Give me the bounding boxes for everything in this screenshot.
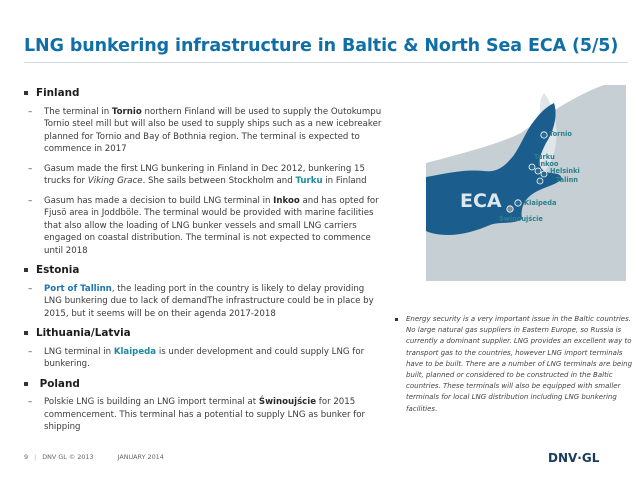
list-item: – The terminal in Tornio northern Finland will be used to supply the Outokumpu Tornio steel mill but will also be used to supply ships such as a new icebreaker planned for Tornio and Bay of Bothnia region. The terminal is expected to commence in 2017 <box>28 106 382 154</box>
slide-footer: 9 | DNV GL © 2013 JANUARY 2014 <box>24 453 164 461</box>
square-bullet-icon <box>395 318 398 321</box>
copyright-text: DNV GL © 2013 <box>42 453 94 461</box>
list-item: – Port of Tallinn, the leading port in the country is likely to delay providing LNG bunkering due to lack of demandThe infrastructure could be in place by 2015, but it seems will be on their agenda 2017-2018 <box>28 283 374 319</box>
square-bullet-icon <box>24 268 28 272</box>
section-heading-lithuania-latvia: Lithuania/Latvia <box>24 327 384 340</box>
square-bullet-icon <box>24 382 28 386</box>
slide-title: LNG bunkering infrastructure in Baltic & North Sea ECA (5/5) <box>24 36 619 56</box>
svg-text:Turku: Turku <box>534 153 555 161</box>
title-divider <box>24 62 628 63</box>
section-heading-finland: Finland <box>24 87 384 100</box>
list-item: – Gasum made the first LNG bunkering in Finland in Dec 2012, bunkering 15 trucks for Viking Grace. She sails between Stockholm and Turku in Finland <box>28 163 367 186</box>
svg-text:Klaipeda: Klaipeda <box>524 199 557 207</box>
dnvgl-logo <box>548 451 630 465</box>
svg-text:Helsinki: Helsinki <box>550 167 580 175</box>
svg-text:Świnoujście: Świnoujście <box>499 215 543 223</box>
section-heading-estonia: Estonia <box>24 264 384 277</box>
baltic-map <box>426 85 626 281</box>
svg-text:Tornio: Tornio <box>549 130 572 138</box>
square-bullet-icon <box>24 91 28 95</box>
footer-date: JANUARY 2014 <box>117 453 164 461</box>
svg-text:Inkoo: Inkoo <box>538 160 559 168</box>
list-item: – Gasum has made a decision to build LNG terminal in Inkoo and has opted for Fjusö area in Joddböle. The terminal would be provided with marine facilities that also allow the loading of LNG bunker vessels and small LNG carriers engaged on coastal distribution. The terminal is not expected to commence until 2018 <box>28 195 379 256</box>
map-region-label: ECA <box>460 190 502 212</box>
page-number: 9 <box>24 453 29 461</box>
section-heading-poland: Poland <box>24 378 384 391</box>
square-bullet-icon <box>24 331 28 335</box>
list-item: – LNG terminal in Klaipeda is under development and could supply LNG for bunkering. <box>28 346 365 369</box>
side-note: Energy security is a very important issue in the Baltic countries. No large natural gas suppliers in Eastern Europe, so Russia is currently a dominant supplier. LNG provides an excellent way to transport gas to the countries, however LNG import terminals have to be built. There are a number of LNG terminals are being built, planned or considered to be constructed in the Baltic countries. These terminals will also be equipped with smaller terminals for local LNG distribution including LNG bunkering facilities. <box>395 314 634 415</box>
svg-text:DNV·GL: DNV·GL <box>548 451 600 465</box>
svg-text:Talinn: Talinn <box>556 176 579 184</box>
list-item: – Polskie LNG is building an LNG import terminal at Świnoujście for 2015 commencement. This terminal has a potential to supply LNG as bunker for shipping <box>28 397 366 432</box>
main-content <box>24 87 384 441</box>
